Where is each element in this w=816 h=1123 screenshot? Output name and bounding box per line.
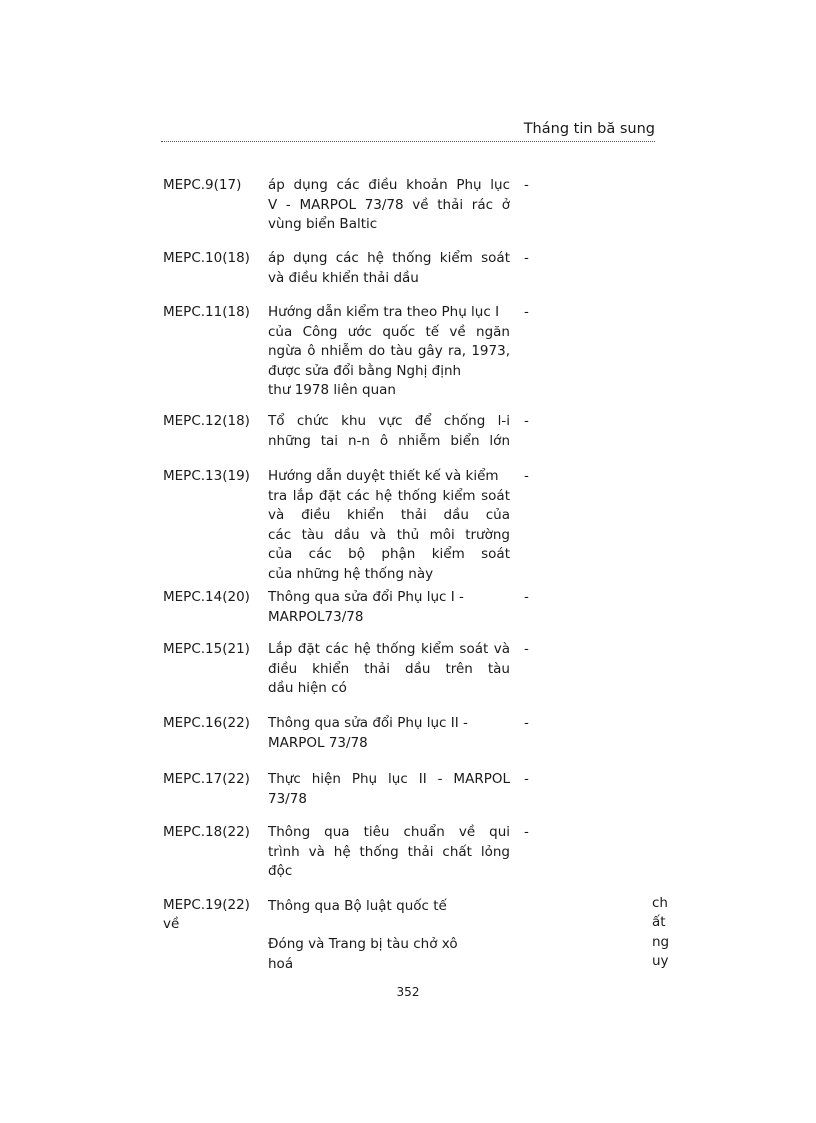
entry-dash: - bbox=[524, 250, 529, 266]
entry-dash: - bbox=[524, 413, 529, 429]
entry-description bbox=[268, 249, 510, 288]
entry-description bbox=[268, 823, 510, 882]
entry-description bbox=[268, 770, 510, 809]
entry-desc-line: vùng biển Baltic bbox=[268, 216, 378, 232]
entry-desc-line: ngừa ô nhiễm do tàu gây ra, 1973, bbox=[268, 343, 510, 359]
entry-code: MEPC.15(21) bbox=[163, 641, 250, 657]
running-header-title: Tháng tin bă sung bbox=[523, 121, 655, 137]
entry-code: MEPC.13(19) bbox=[163, 468, 250, 484]
entry-description bbox=[268, 412, 510, 451]
entry-code: MEPC.10(18) bbox=[163, 250, 250, 266]
entry-desc-line: áp dụng các điều khoản Phụ lục bbox=[268, 177, 510, 193]
entry-dash: - bbox=[524, 468, 529, 484]
entry-desc-line: của những hệ thống này bbox=[268, 565, 434, 582]
entry-desc-line: những tai n-n ô nhiễm biển lớn bbox=[268, 432, 510, 449]
entry-desc-line: Thông qua sửa đổi Phụ lục II - bbox=[268, 715, 468, 731]
entry-code: MEPC.17(22) bbox=[163, 771, 250, 787]
entry-desc-line: Tổ chức khu vực để chống l-i bbox=[268, 413, 510, 429]
entry-desc-line: của các bộ phận kiểm soát bbox=[268, 546, 510, 562]
entry-dash: - bbox=[524, 715, 529, 731]
entry-desc-line: MARPOL 73/78 bbox=[268, 734, 368, 751]
page-number: 352 bbox=[396, 985, 420, 999]
entry-desc-line: V - MARPOL 73/78 về thải rác ở bbox=[268, 196, 510, 213]
entry-dash: - bbox=[524, 771, 529, 787]
entry-code: MEPC.16(22) bbox=[163, 715, 250, 731]
entry-desc-line: Hướng dẫn kiểm tra theo Phụ lục I bbox=[268, 304, 500, 320]
entry-desc-line: Thông qua sửa đổi Phụ lục I - bbox=[268, 589, 464, 605]
entry-desc-line: và điều khiển thải dầu bbox=[268, 269, 419, 286]
entry-desc-line: áp dụng các hệ thống kiểm soát bbox=[268, 250, 510, 266]
entry-desc-line: hoá bbox=[268, 956, 294, 972]
entry-description bbox=[268, 467, 510, 584]
entry-desc-line: 73/78 bbox=[268, 790, 307, 807]
entry-desc-line: Đóng và Trang bị tàu chở xô bbox=[268, 936, 458, 952]
entry-description bbox=[268, 303, 510, 401]
entry-description bbox=[268, 176, 510, 235]
side-fragment: uy bbox=[652, 953, 669, 969]
entry-desc-line: tra lắp đặt các hệ thống kiểm soát bbox=[268, 487, 510, 504]
entry-desc-line: được sửa đổi bằng Nghị định bbox=[268, 362, 462, 379]
entry-desc-line: Thông qua Bộ luật quốc tế bbox=[268, 898, 447, 914]
entry-description bbox=[268, 588, 510, 627]
entry-dash: - bbox=[524, 589, 529, 605]
entry-desc-line: MARPOL73/78 bbox=[268, 608, 364, 625]
entry-desc-line: Thực hiện Phụ lục II - MARPOL bbox=[268, 771, 510, 787]
entry-desc-line: của Công ước quốc tế về ngăn bbox=[268, 323, 510, 340]
entry-code: MEPC.9(17) bbox=[163, 177, 242, 193]
entry-dash: - bbox=[524, 824, 529, 840]
entry-desc-line: điều khiển thải dầu trên tàu bbox=[268, 660, 510, 677]
entry-desc-line: Thông qua tiêu chuẩn về qui bbox=[268, 824, 510, 840]
entry-code: MEPC.12(18) bbox=[163, 413, 250, 429]
side-fragment: ng bbox=[652, 934, 670, 950]
header-divider bbox=[161, 141, 655, 142]
entry-desc-line: Lắp đặt các hệ thống kiểm soát và bbox=[268, 641, 510, 657]
entry-description bbox=[268, 714, 510, 753]
entry-code: MEPC.19(22) bbox=[163, 897, 250, 913]
entry-desc-line: trình và hệ thống thải chất lỏng bbox=[268, 843, 510, 860]
entry-dash: - bbox=[524, 304, 529, 320]
entry-code-tail: về bbox=[163, 916, 180, 932]
entry-dash: - bbox=[524, 177, 529, 193]
entry-desc-line: độc bbox=[268, 863, 293, 879]
entry-code: MEPC.14(20) bbox=[163, 589, 250, 605]
entry-desc-line: các tàu dầu và thủ môi trường bbox=[268, 526, 510, 543]
entry-desc-line: và điều khiển thải dầu của bbox=[268, 507, 510, 523]
entry-dash: - bbox=[524, 641, 529, 657]
entry-code: MEPC.11(18) bbox=[163, 304, 250, 320]
entry-desc-line: Hướng dẫn duyệt thiết kế và kiểm bbox=[268, 468, 499, 484]
entry-desc-line: dầu hiện có bbox=[268, 680, 347, 696]
entry-code: MEPC.18(22) bbox=[163, 824, 250, 840]
side-fragment: ất bbox=[652, 914, 666, 930]
entry-description bbox=[268, 640, 510, 699]
side-fragment: ch bbox=[652, 895, 668, 911]
entry-desc-line: thư 1978 liên quan bbox=[268, 382, 396, 398]
